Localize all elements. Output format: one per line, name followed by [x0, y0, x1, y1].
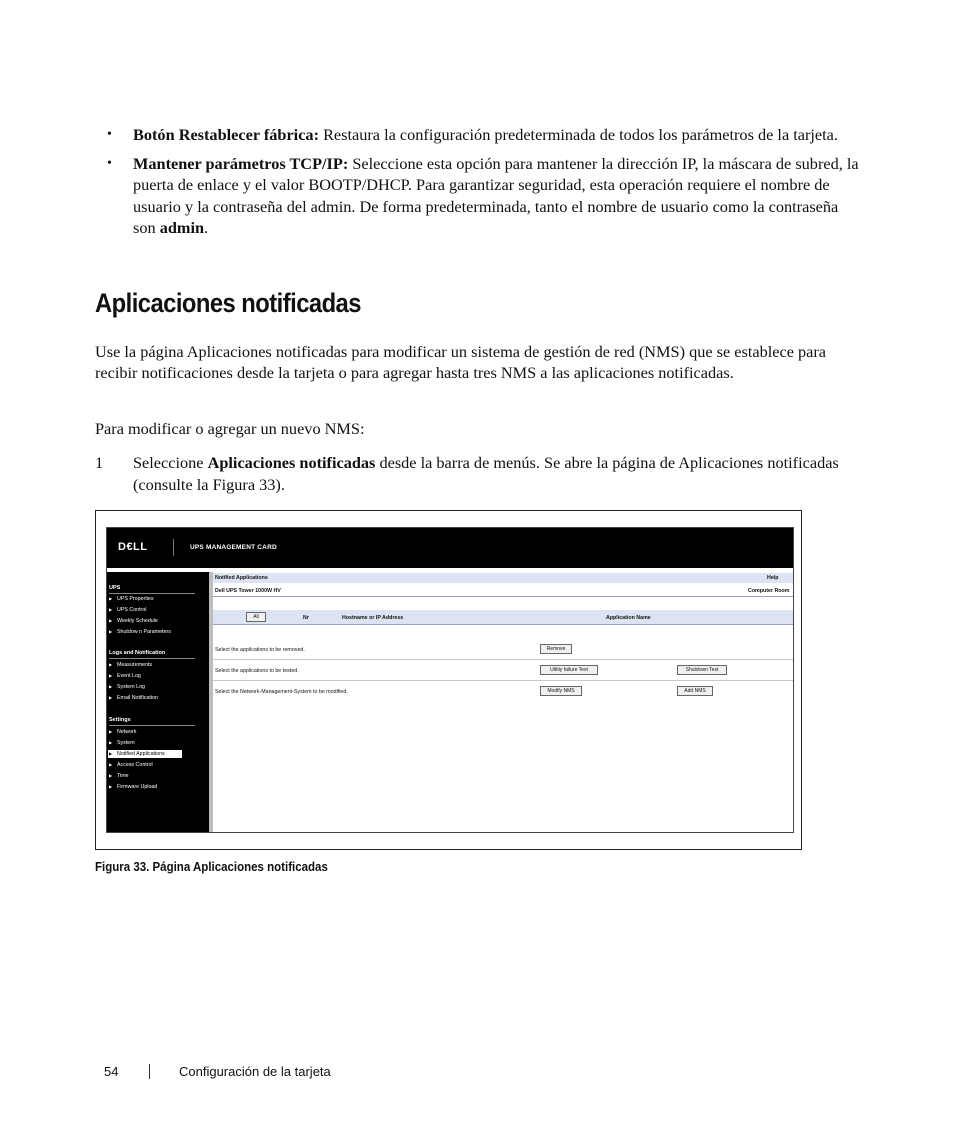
- bullet-term: Mantener parámetros TCP/IP:: [133, 153, 349, 173]
- sidebar-item-firmware-upload[interactable]: ▶ Firmware Upload: [109, 784, 158, 790]
- footer-divider: [149, 1064, 150, 1079]
- bullet-dot-icon: •: [107, 155, 112, 171]
- sidebar-item-time[interactable]: ▶ Time: [109, 773, 129, 779]
- sidebar-section-ups: UPS: [109, 585, 121, 591]
- device-name: Dell UPS Tower 1000W HV: [215, 588, 281, 594]
- arrow-right-icon: ▶: [109, 740, 113, 745]
- row-divider: [213, 659, 793, 660]
- sidebar-divider: [109, 658, 195, 659]
- sidebar-item-event-log[interactable]: ▶ Event Log: [109, 673, 141, 679]
- arrow-right-icon: ▶: [109, 729, 113, 734]
- arrow-right-icon: ▶: [109, 762, 113, 767]
- arrow-right-icon: ▶: [109, 629, 113, 634]
- running-footer: Configuración de la tarjeta: [179, 1064, 331, 1079]
- arrow-right-icon: ▶: [109, 596, 113, 601]
- sidebar-item-network[interactable]: ▶ Network: [109, 729, 137, 735]
- sidebar-item-shutdown-parameters[interactable]: ▶ Shutdow n Parameters: [109, 629, 171, 635]
- arrow-right-icon: ▶: [109, 695, 113, 700]
- column-application-name: Application Name: [606, 615, 651, 621]
- sidebar-divider: [109, 725, 195, 726]
- page-number: 54: [104, 1064, 119, 1079]
- table-header-bar: [213, 610, 793, 624]
- test-row-label: Select the applications to be tested.: [215, 668, 299, 674]
- sidebar-item-access-control[interactable]: ▶ Access Control: [109, 762, 153, 768]
- bullet-text: Seleccione esta opción para mantener la dirección IP, la máscara de subred, la puerta de enlace y el valor BOOTP/DHCP. Para garantizar seguridad, esta operación requiere el nombre de usuario y la contraseña del admin. De forma predeterminada, tanto el nombre de usuario como la contraseña son: [133, 153, 859, 237]
- sidebar-section-settings: Settings: [109, 717, 131, 723]
- arrow-right-icon: ▶: [109, 751, 113, 756]
- bullet-dot-icon: •: [107, 127, 112, 142]
- bullet-end: .: [204, 218, 209, 237]
- procedure-intro: Para modificar o agregar un nuevo NMS:: [95, 419, 365, 438]
- header-rule: [213, 596, 793, 597]
- add-nms-button[interactable]: Add NMS: [677, 686, 713, 696]
- arrow-right-icon: ▶: [109, 607, 113, 612]
- arrow-right-icon: ▶: [109, 773, 113, 778]
- row-divider: [213, 680, 793, 681]
- modify-row-label: Select the Network-Management-System to be modified.: [215, 689, 348, 695]
- app-header: [107, 528, 793, 568]
- arrow-right-icon: ▶: [109, 673, 113, 678]
- figure-frame: [95, 510, 802, 850]
- sidebar-item-weekly-schedule[interactable]: ▶ Weekly Schedule: [109, 618, 158, 624]
- section-title: Aplicaciones notificadas: [95, 288, 361, 318]
- arrow-right-icon: ▶: [109, 662, 113, 667]
- column-hostname: Hostname or IP Address: [342, 615, 404, 621]
- page-header-bar: [213, 573, 793, 583]
- bullet-strong: admin: [159, 218, 205, 237]
- step-text: Seleccione Aplicaciones notificadas desde la barra de menús. Se abre la página de Aplicaciones notificadas (consulte la Figura 33).: [133, 453, 839, 494]
- help-link[interactable]: Help: [767, 575, 779, 581]
- page-title: Notified Applications: [215, 575, 268, 581]
- intro-paragraph: Use la página Aplicaciones notificadas para modificar un sistema de gestión de red (NMS) que se establece para recibir notificaciones desde la tarjeta o para agregar hasta tres NMS a las aplicaciones notificadas.: [95, 342, 827, 382]
- step-number: 1: [95, 453, 104, 472]
- shutdown-test-button[interactable]: Shutdown Test: [677, 665, 727, 675]
- table-header-rule: [213, 624, 793, 625]
- select-all-button[interactable]: All: [246, 612, 266, 622]
- main-panel: [213, 572, 793, 833]
- app-title: UPS MANAGEMENT CARD: [190, 544, 277, 551]
- sidebar-item-ups-control[interactable]: ▶ UPS Control: [109, 607, 147, 613]
- arrow-right-icon: ▶: [109, 684, 113, 689]
- sidebar-item-measurements[interactable]: ▶ Measurements: [109, 662, 153, 668]
- sidebar: [107, 572, 209, 833]
- sidebar-item-email-notification[interactable]: ▶ Email Notification: [109, 695, 158, 701]
- header-divider: [173, 539, 174, 556]
- arrow-right-icon: ▶: [109, 618, 113, 623]
- ups-card-screenshot: [106, 527, 794, 833]
- step-menu-name: Aplicaciones notificadas: [207, 453, 376, 472]
- arrow-right-icon: ▶: [109, 784, 113, 789]
- dell-logo: D€LL: [118, 541, 148, 553]
- bullet-factory-reset: [104, 124, 864, 146]
- bullet-keep-tcpip: [104, 153, 864, 239]
- device-location: Computer Room: [748, 588, 790, 594]
- sidebar-divider: [109, 593, 195, 594]
- bullet-text: Restaura la configuración predeterminada de todos los parámetros de la tarjeta.: [319, 125, 838, 144]
- sidebar-item-system[interactable]: ▶ System: [109, 740, 135, 746]
- sidebar-item-notified-applications[interactable]: ▶ Notified Applications: [109, 751, 181, 757]
- remove-row-label: Select the applications to be removed.: [215, 647, 305, 653]
- modify-nms-button[interactable]: Modify NMS: [540, 686, 582, 696]
- figure-caption: Figura 33. Página Aplicaciones notificadas: [95, 860, 328, 874]
- sidebar-item-system-log[interactable]: ▶ System Log: [109, 684, 145, 690]
- remove-button[interactable]: Remove: [540, 644, 572, 654]
- sidebar-section-logs: Logs and Notification: [109, 650, 166, 656]
- sidebar-item-ups-properties[interactable]: ▶ UPS Properties: [109, 596, 154, 602]
- bullet-list: [104, 124, 864, 246]
- bullet-term: Botón Restablecer fábrica:: [133, 125, 319, 144]
- utility-failure-test-button[interactable]: Utility failure Test: [540, 665, 598, 675]
- column-nr: Nr: [303, 615, 309, 621]
